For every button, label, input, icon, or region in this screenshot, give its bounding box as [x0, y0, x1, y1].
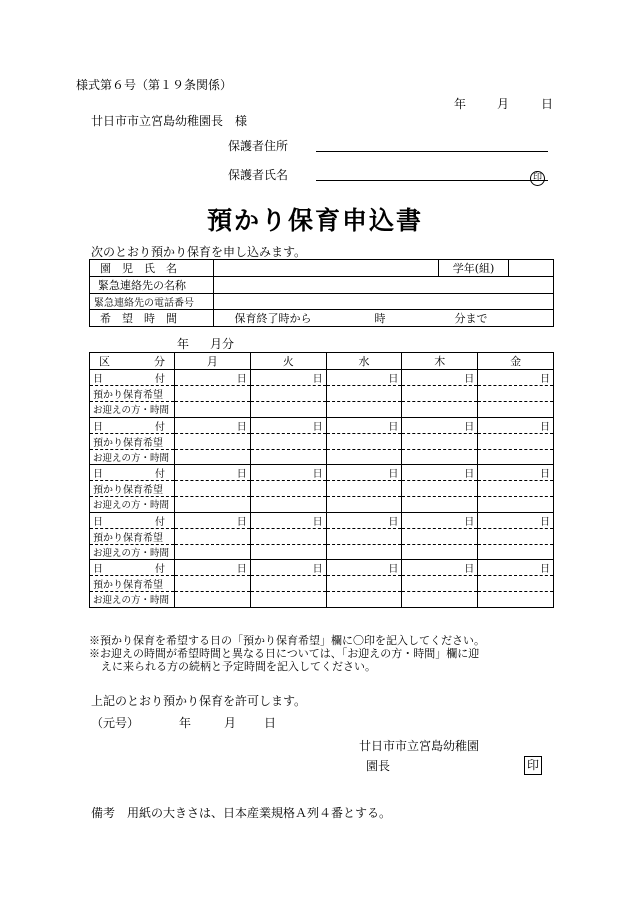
date-row-label: [90, 512, 175, 528]
hope-cell-thu[interactable]: [402, 386, 478, 402]
pickup-cell-thu[interactable]: [402, 402, 478, 418]
date-day-label: 日: [541, 97, 554, 111]
date-cell-mon[interactable]: 日: [175, 512, 251, 528]
approval-text: 上記のとおり預かり保育を許可します。: [91, 694, 307, 708]
pickup-cell-wed[interactable]: [326, 544, 402, 560]
date-row-label: [90, 560, 175, 576]
hope-cell-fri[interactable]: [478, 481, 554, 497]
date-cell-tue[interactable]: 日: [250, 417, 326, 433]
grade-label: 学年(組): [439, 260, 509, 277]
date-cell-fri[interactable]: 日: [478, 465, 554, 481]
pickup-cell-thu[interactable]: [402, 544, 478, 560]
principal-seal-text: 印: [524, 756, 542, 775]
hope-cell-thu[interactable]: [402, 481, 478, 497]
seal-mark: [530, 165, 545, 186]
date-label-1: 日: [93, 421, 103, 433]
date-row-label: [90, 465, 175, 481]
week-5-date-row: [90, 560, 554, 576]
week-5-hope-row: [90, 576, 554, 592]
pickup-cell-tue[interactable]: [250, 449, 326, 465]
hope-cell-fri[interactable]: [478, 528, 554, 544]
note-1: ※預かり保育を希望する日の「預かり保育希望」欄に〇印を記入してください。: [89, 634, 485, 647]
pickup-cell-mon[interactable]: [175, 402, 251, 418]
pickup-cell-tue[interactable]: [250, 497, 326, 513]
child-name-label: 園 児 氏 名: [90, 260, 214, 277]
info-row-desired-time: [90, 310, 554, 327]
week-1-hope-row: [90, 386, 554, 402]
hope-cell-fri[interactable]: [478, 576, 554, 592]
week-3-hope-row: [90, 481, 554, 497]
pickup-cell-wed[interactable]: [326, 449, 402, 465]
date-cell-thu[interactable]: 日: [402, 560, 478, 576]
date-cell-fri[interactable]: 日: [478, 417, 554, 433]
pickup-cell-thu[interactable]: [402, 592, 478, 608]
pickup-cell-mon[interactable]: [175, 449, 251, 465]
week-4-pickup-row: [90, 544, 554, 560]
info-row-child: [90, 260, 554, 277]
date-label-2: 付: [155, 469, 165, 480]
emergency-phone-label: 緊急連絡先の電話番号: [90, 294, 214, 310]
schedule-table: [89, 352, 554, 608]
principal-seal: [524, 754, 542, 775]
pickup-row-label: お迎えの方・時間: [90, 449, 175, 465]
note-3: えに来られる方の続柄と予定時間を記入してください。: [101, 660, 376, 673]
until-label: 分まで: [454, 312, 488, 325]
date-cell-wed[interactable]: 日: [326, 465, 402, 481]
hour-label: 時: [374, 312, 386, 325]
pickup-cell-mon[interactable]: [175, 544, 251, 560]
desired-time-cell[interactable]: [214, 310, 554, 327]
hope-cell-tue[interactable]: [250, 481, 326, 497]
hope-cell-mon[interactable]: [175, 528, 251, 544]
date-label-1: 日: [93, 374, 103, 385]
hope-cell-wed[interactable]: [326, 433, 402, 449]
addressee: 廿日市市立宮島幼稚園長 様: [91, 114, 248, 128]
emergency-name-label: 緊急連絡先の名称: [90, 277, 214, 294]
week-2-pickup-row: [90, 449, 554, 465]
week-1-pickup-row: [90, 402, 554, 418]
date-row-label: [90, 417, 175, 433]
week-3-pickup-row: [90, 497, 554, 513]
date-cell-wed[interactable]: 日: [326, 560, 402, 576]
date-label-1: 日: [93, 469, 103, 480]
hope-cell-wed[interactable]: [326, 576, 402, 592]
date-cell-tue[interactable]: 日: [250, 560, 326, 576]
day-header-thu: 木: [402, 353, 478, 370]
pickup-cell-fri[interactable]: [478, 497, 554, 513]
info-table: [89, 259, 554, 327]
desired-time-label: 希 望 時 間: [90, 310, 214, 327]
hope-cell-tue[interactable]: [250, 528, 326, 544]
pickup-row-label: お迎えの方・時間: [90, 402, 175, 418]
hope-cell-mon[interactable]: [175, 433, 251, 449]
from-text: 保育終了時から: [234, 312, 312, 325]
category-header: [90, 353, 175, 370]
day-header-fri: 金: [478, 353, 554, 370]
pickup-row-label: お迎えの方・時間: [90, 544, 175, 560]
pickup-cell-fri[interactable]: [478, 449, 554, 465]
form-number: 様式第６号（第１９条関係）: [76, 78, 233, 92]
child-name-cell[interactable]: [214, 260, 439, 277]
school-name: 廿日市市立宮島幼稚園: [359, 739, 480, 753]
date-cell-tue[interactable]: 日: [250, 465, 326, 481]
hope-cell-wed[interactable]: [326, 528, 402, 544]
date-cell-fri[interactable]: 日: [478, 370, 554, 386]
emergency-name-cell[interactable]: [214, 277, 554, 294]
category-header-2: 分: [154, 355, 165, 368]
pickup-cell-fri[interactable]: [478, 402, 554, 418]
date-cell-mon[interactable]: 日: [175, 465, 251, 481]
info-row-emergency-name: [90, 277, 554, 294]
date-label-2: 付: [155, 516, 165, 528]
hope-cell-tue[interactable]: [250, 576, 326, 592]
date-cell-mon[interactable]: 日: [175, 417, 251, 433]
hope-cell-fri[interactable]: [478, 386, 554, 402]
month-heading-year: 年: [177, 337, 190, 351]
date-cell-mon[interactable]: 日: [175, 370, 251, 386]
guardian-address-line[interactable]: [316, 151, 548, 152]
date-month-label: 月: [497, 97, 510, 111]
date-label-1: 日: [93, 516, 103, 528]
date-label-2: 付: [155, 374, 165, 385]
approval-month-label: 月: [224, 716, 237, 730]
pickup-cell-tue[interactable]: [250, 402, 326, 418]
pickup-cell-tue[interactable]: [250, 592, 326, 608]
pickup-cell-mon[interactable]: [175, 497, 251, 513]
pickup-cell-thu[interactable]: [402, 449, 478, 465]
date-cell-wed[interactable]: 日: [326, 370, 402, 386]
hope-cell-tue[interactable]: [250, 433, 326, 449]
week-2-date-row: [90, 417, 554, 433]
pickup-row-label: お迎えの方・時間: [90, 497, 175, 513]
pickup-cell-fri[interactable]: [478, 544, 554, 560]
day-header-tue: 火: [250, 353, 326, 370]
hope-cell-mon[interactable]: [175, 386, 251, 402]
week-1-date-row: [90, 370, 554, 386]
pickup-cell-wed[interactable]: [326, 497, 402, 513]
era-label: （元号）: [91, 716, 140, 730]
week-3-date-row: [90, 465, 554, 481]
week-5-pickup-row: [90, 592, 554, 608]
guardian-address-label: 保護者住所: [228, 139, 289, 153]
date-cell-fri[interactable]: 日: [478, 512, 554, 528]
pickup-row-label: お迎えの方・時間: [90, 592, 175, 608]
pickup-cell-thu[interactable]: [402, 497, 478, 513]
hope-cell-mon[interactable]: [175, 576, 251, 592]
intro-text: 次のとおり預かり保育を申し込みます。: [91, 245, 307, 259]
form-title: 預かり保育申込書: [207, 206, 424, 235]
seal-circle-text: 印: [530, 171, 545, 186]
hope-cell-thu[interactable]: [402, 433, 478, 449]
date-cell-wed[interactable]: 日: [326, 417, 402, 433]
remark: 備考 用紙の大きさは、日本産業規格Ａ列４番とする。: [91, 806, 392, 820]
approval-day-label: 日: [264, 716, 277, 730]
date-cell-thu[interactable]: 日: [402, 465, 478, 481]
hope-cell-mon[interactable]: [175, 481, 251, 497]
pickup-cell-wed[interactable]: [326, 402, 402, 418]
info-row-emergency-phone: [90, 294, 554, 310]
week-4-date-row: [90, 512, 554, 528]
guardian-name-line[interactable]: [316, 180, 548, 181]
pickup-cell-wed[interactable]: [326, 592, 402, 608]
category-header-1: 区: [99, 355, 110, 368]
approval-year-label: 年: [179, 716, 192, 730]
hope-cell-wed[interactable]: [326, 386, 402, 402]
hope-row-label: 預かり保育希望: [90, 528, 175, 544]
principal-label: 園長: [366, 759, 391, 773]
hope-row-label: 預かり保育希望: [90, 433, 175, 449]
date-cell-thu[interactable]: 日: [402, 370, 478, 386]
hope-row-label: 預かり保育希望: [90, 481, 175, 497]
pickup-cell-fri[interactable]: [478, 592, 554, 608]
pickup-cell-tue[interactable]: [250, 544, 326, 560]
date-cell-wed[interactable]: 日: [326, 512, 402, 528]
date-row-label: [90, 370, 175, 386]
date-label-1: 日: [93, 564, 103, 575]
week-4-hope-row: [90, 528, 554, 544]
day-header-wed: 水: [326, 353, 402, 370]
date-cell-tue[interactable]: 日: [250, 512, 326, 528]
grade-cell[interactable]: [509, 260, 554, 277]
date-label-2: 付: [155, 564, 165, 575]
date-year-label: 年: [454, 97, 467, 111]
hope-cell-thu[interactable]: [402, 576, 478, 592]
date-cell-thu[interactable]: 日: [402, 512, 478, 528]
date-cell-fri[interactable]: 日: [478, 560, 554, 576]
date-label-2: 付: [155, 421, 165, 433]
hope-row-label: 預かり保育希望: [90, 386, 175, 402]
month-heading-month: 月分: [210, 337, 235, 351]
week-2-hope-row: [90, 433, 554, 449]
emergency-phone-cell[interactable]: [214, 294, 554, 310]
day-header-mon: 月: [175, 353, 251, 370]
schedule-header-row: [90, 353, 554, 370]
pickup-cell-mon[interactable]: [175, 592, 251, 608]
note-2: ※お迎えの時間が希望時間と異なる日については、「お迎えの方・時間」欄に迎: [89, 647, 480, 660]
date-cell-tue[interactable]: 日: [250, 370, 326, 386]
hope-cell-thu[interactable]: [402, 528, 478, 544]
guardian-name-label: 保護者氏名: [228, 168, 289, 182]
hope-cell-wed[interactable]: [326, 481, 402, 497]
hope-cell-fri[interactable]: [478, 433, 554, 449]
date-cell-thu[interactable]: 日: [402, 417, 478, 433]
hope-row-label: 預かり保育希望: [90, 576, 175, 592]
hope-cell-tue[interactable]: [250, 386, 326, 402]
date-cell-mon[interactable]: 日: [175, 560, 251, 576]
